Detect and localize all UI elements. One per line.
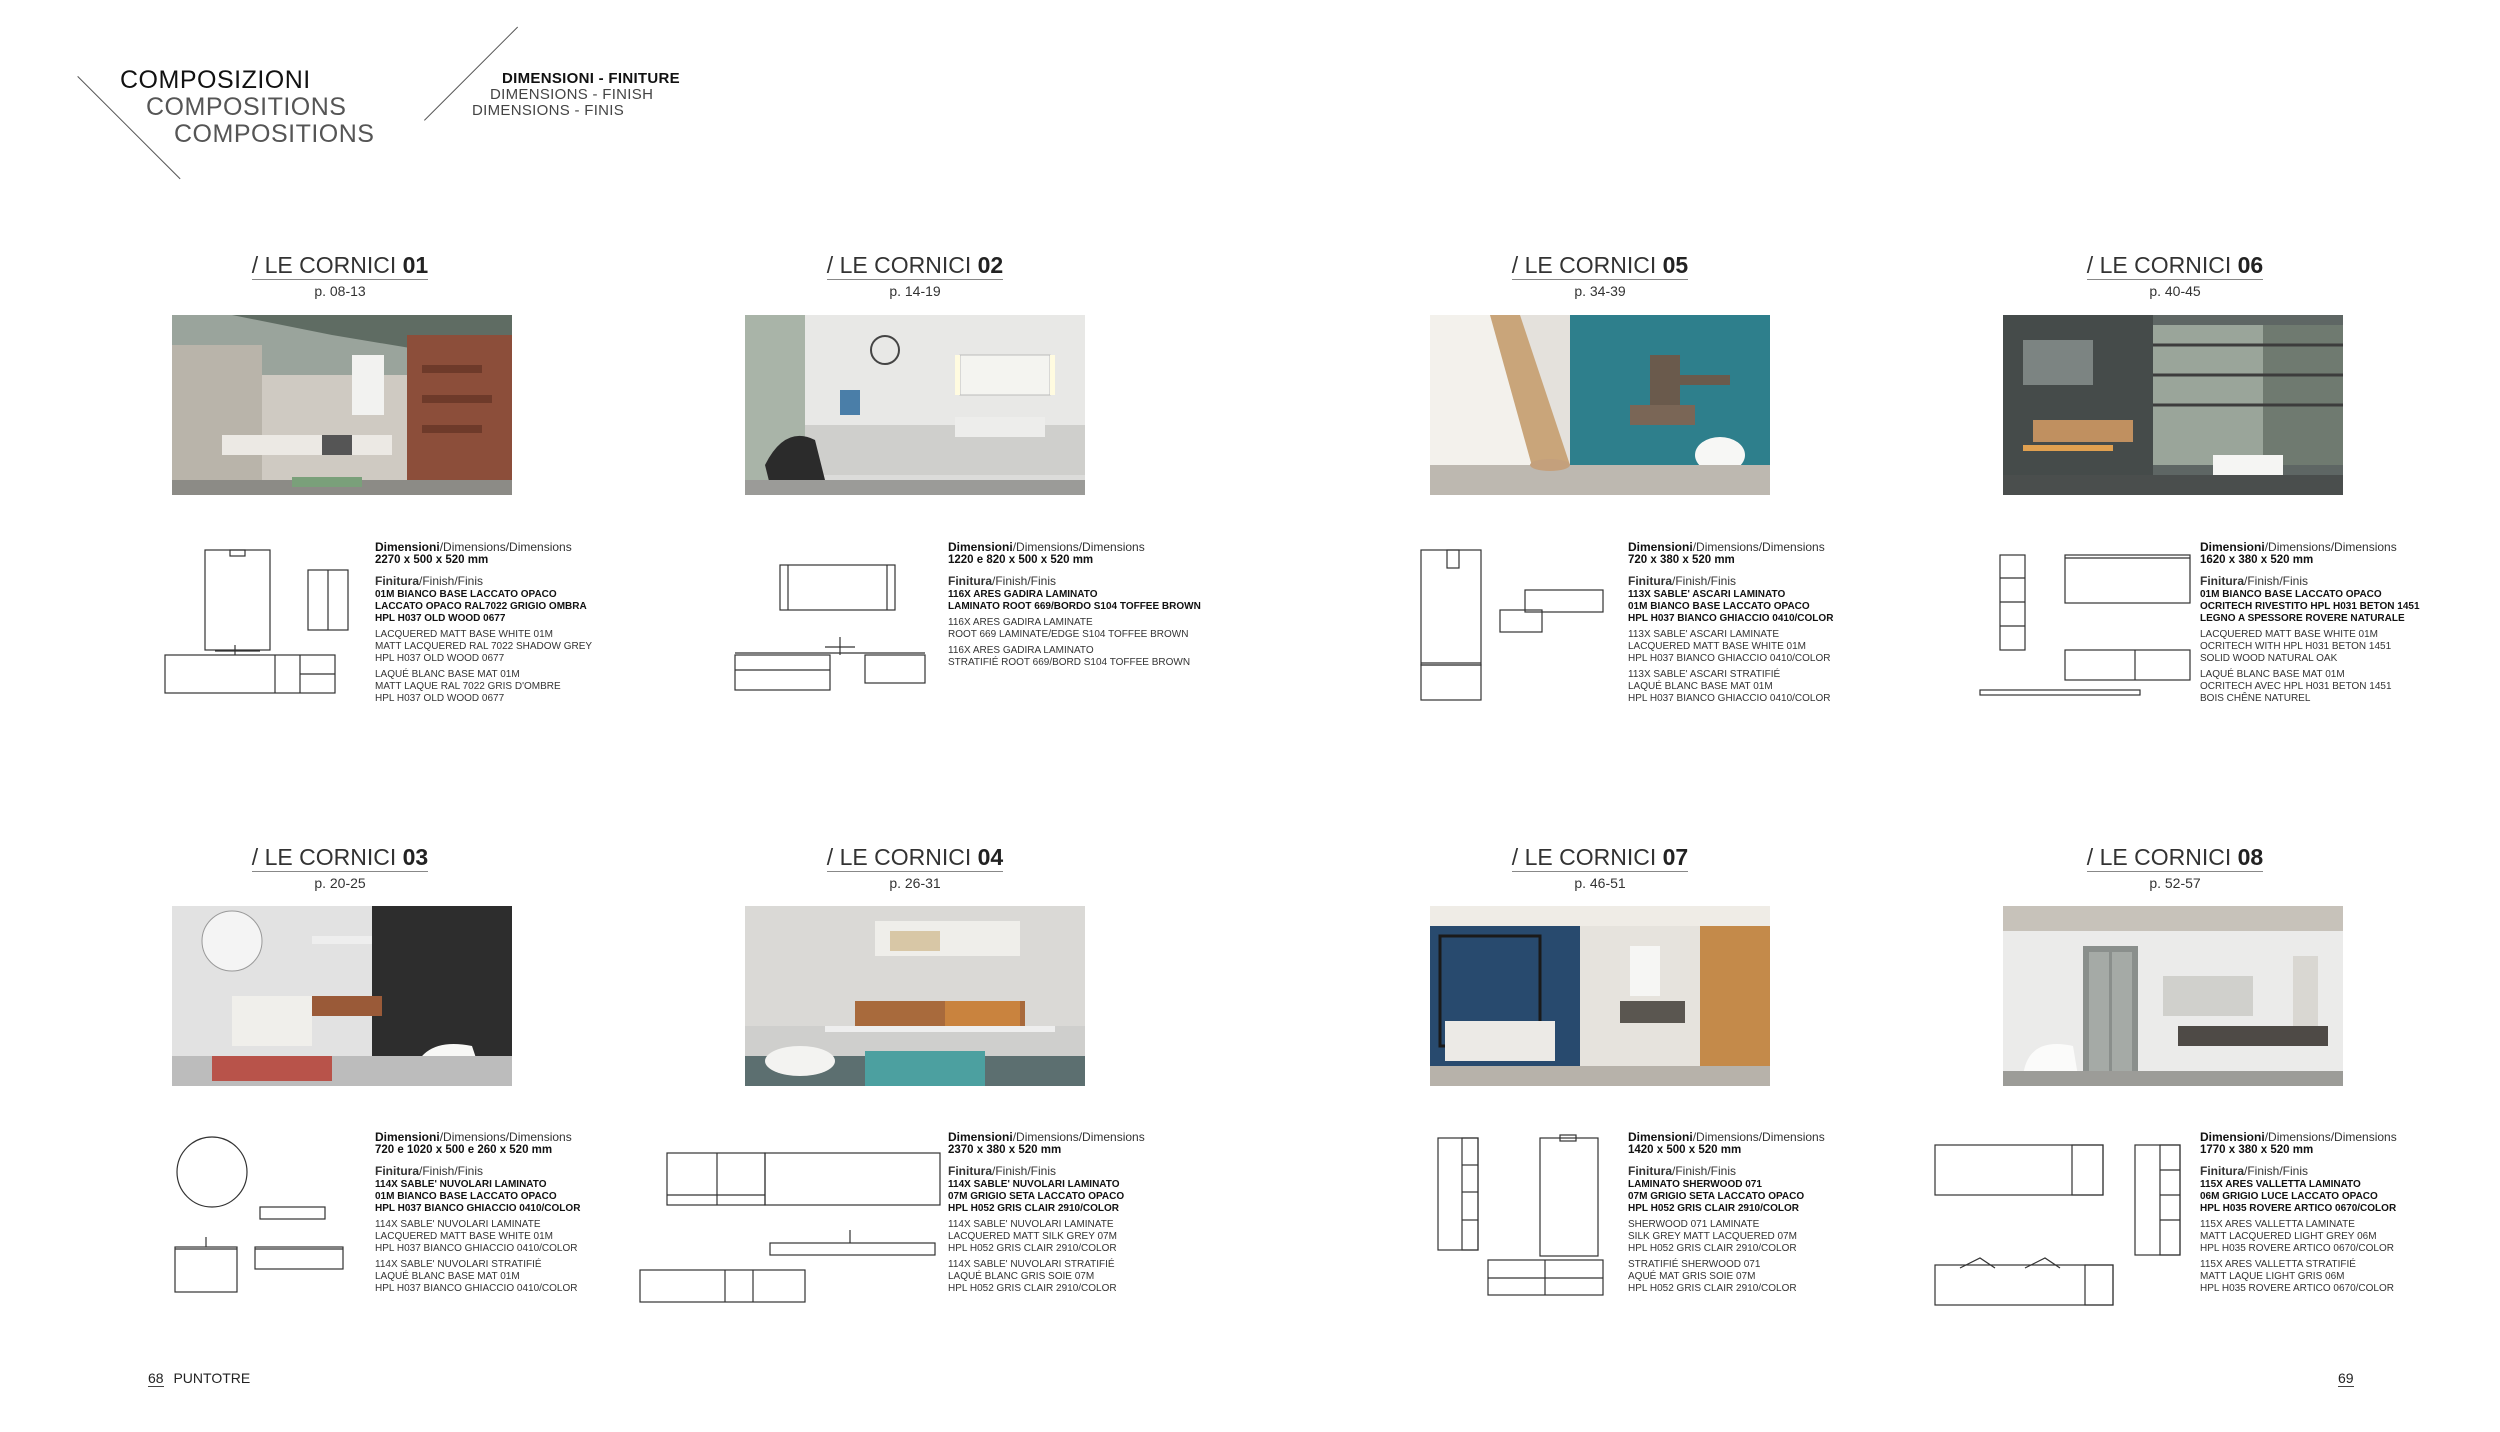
product-dimensions: 1770 x 380 x 520 mm <box>2200 1144 2314 1156</box>
product-pages: p. 20-25 <box>314 875 366 891</box>
title-it: COMPOSIZIONI <box>120 66 311 94</box>
product-drawing-05 <box>1415 545 1615 705</box>
product-pages: p. 26-31 <box>889 875 941 891</box>
brand-name: PUNTOTRE <box>173 1370 251 1386</box>
product-specs-05: Dimensioni/Dimensions/Dimensions 720 x 380 x 520 mm Finitura/Finish/Finis 113X SABLE' ASCARI LAMINATO 01M BIANCO BASE LACCATO OPACO HPL H037 BIANCO GHIACCIO 0410/COLOR 113X SABLE' ASCARI LAMINATE LACQUERED MATT BASE WHITE 01M HPL H037 BIANCO GHIACCIO 0410/COLOR 113X SABLE' ASCARI STRATIFIÉ LAQUÉ BLANC BASE MAT 01M HPL H037 BIANCO GHIACCIO 0410/COLOR <box>1628 541 1928 705</box>
title-fr: COMPOSITIONS <box>174 120 375 148</box>
product-pages: p. 34-39 <box>1574 283 1626 299</box>
finish-fr: 113X SABLE' ASCARI STRATIFIÉ LAQUÉ BLANC BASE MAT 01M HPL H037 BIANCO GHIACCIO 0410/COLOR <box>1628 669 1831 704</box>
product-specs-01: Dimensioni/Dimensions/Dimensions 2270 x 500 x 520 mm Finitura/Finish/Finis 01M BIANCO BASE LACCATO OPACO LACCATO OPACO RAL7022 GRIGIO OMBRA HPL H037 OLD WOOD 0677 LACQUERED MATT BASE WHITE 01M MATT LACQUERED RAL 7022 SHADOW GREY HPL H037 OLD WOOD 0677 LAQUÉ BLANC BASE MAT 01M MATT LAQUE RAL 7022 GRIS D'OMBRE HPL H037 OLD WOOD 0677 <box>375 541 675 705</box>
finish-fr: 114X SABLE' NUVOLARI STRATIFIÉ LAQUÉ BLANC BASE MAT 01M HPL H037 BIANCO GHIACCIO 0410/COLOR <box>375 1259 578 1294</box>
product-photo-06[interactable] <box>2003 315 2343 495</box>
product-title: / LE CORNICI 08 <box>2086 844 2264 870</box>
product-drawing-06 <box>1975 550 2195 710</box>
product-title: / LE CORNICI 02 <box>826 252 1004 278</box>
finish-en: 116X ARES GADIRA LAMINATE ROOT 669 LAMINATE/EDGE S104 TOFFEE BROWN <box>948 617 1189 640</box>
product-photo-08[interactable] <box>2003 906 2343 1086</box>
product-card-07 <box>1500 844 1700 891</box>
subtitle-it: DIMENSIONI - FINITURE <box>502 70 680 87</box>
product-dimensions: 2370 x 380 x 520 mm <box>948 1144 1062 1156</box>
product-card-05 <box>1500 252 1700 299</box>
product-drawing-07 <box>1430 1130 1610 1300</box>
finish-it: 01M BIANCO BASE LACCATO OPACO OCRITECH RIVESTITO HPL H031 BETON 1451 LEGNO A SPESSORE ROVERE NATURALE <box>2200 589 2420 624</box>
product-drawing-02 <box>730 555 930 705</box>
product-dimensions: 1220 e 820 x 500 x 520 mm <box>948 554 1094 566</box>
finish-en: 115X ARES VALLETTA LAMINATE MATT LACQUERED LIGHT GREY 06M HPL H035 ROVERE ARTICO 0670/COLOR <box>2200 1219 2394 1254</box>
product-drawing-03 <box>170 1135 360 1295</box>
finish-it: 01M BIANCO BASE LACCATO OPACO LACCATO OPACO RAL7022 GRIGIO OMBRA HPL H037 OLD WOOD 0677 <box>375 589 587 624</box>
product-dimensions: 720 e 1020 x 500 e 260 x 520 mm <box>375 1144 553 1156</box>
finish-it: 114X SABLE' NUVOLARI LAMINATO 07M GRIGIO SETA LACCATO OPACO HPL H052 GRIS CLAIR 2910/COLOR <box>948 1179 1125 1214</box>
product-card-04 <box>815 844 1015 891</box>
product-title: / LE CORNICI 04 <box>826 844 1004 870</box>
finish-fr: 115X ARES VALLETTA STRATIFIÉ MATT LAQUE LIGHT GRIS 06M HPL H035 ROVERE ARTICO 0670/COLOR <box>2200 1259 2394 1294</box>
product-pages: p. 52-57 <box>2149 875 2201 891</box>
finish-en: LACQUERED MATT BASE WHITE 01M OCRITECH WITH HPL H031 BETON 1451 SOLID WOOD NATURAL OAK <box>2200 629 2392 664</box>
product-title: / LE CORNICI 03 <box>251 844 429 870</box>
finish-fr: 116X ARES GADIRA LAMINATO STRATIFIÉ ROOT 669/BORD S104 TOFFEE BROWN <box>948 645 1191 668</box>
page-number-right: 69 <box>2338 1370 2354 1386</box>
product-dimensions: 1420 x 500 x 520 mm <box>1628 1144 1742 1156</box>
finish-it: 115X ARES VALLETTA LAMINATO 06M GRIGIO LUCE LACCATO OPACO HPL H035 ROVERE ARTICO 0670/COLOR <box>2200 1179 2397 1214</box>
subtitle-fr: DIMENSIONS - FINIS <box>472 102 625 119</box>
product-title: / LE CORNICI 05 <box>1511 252 1689 278</box>
product-drawing-01 <box>160 545 350 705</box>
product-specs-08: Dimensioni/Dimensions/Dimensions 1770 x 380 x 520 mm Finitura/Finish/Finis 115X ARES VALLETTA LAMINATO 06M GRIGIO LUCE LACCATO OPACO HPL H035 ROVERE ARTICO 0670/COLOR 115X ARES VALLETTA LAMINATE MATT LACQUERED LIGHT GREY 06M HPL H035 ROVERE ARTICO 0670/COLOR 115X ARES VALLETTA STRATIFIÉ MATT LAQUE LIGHT GRIS 06M HPL H035 ROVERE ARTICO 0670/COLOR <box>2200 1131 2500 1295</box>
product-photo-04[interactable] <box>745 906 1085 1086</box>
product-dimensions: 720 x 380 x 520 mm <box>1628 554 1735 566</box>
folio-right <box>2338 1370 2354 1386</box>
finish-fr: LAQUÉ BLANC BASE MAT 01M OCRITECH AVEC HPL H031 BETON 1451 BOIS CHÊNE NATUREL <box>2200 669 2392 704</box>
finish-it: 113X SABLE' ASCARI LAMINATO 01M BIANCO BASE LACCATO OPACO HPL H037 BIANCO GHIACCIO 0410/COLOR <box>1628 589 1834 624</box>
finish-it: LAMINATO SHERWOOD 071 07M GRIGIO SETA LACCATO OPACO HPL H052 GRIS CLAIR 2910/COLOR <box>1628 1179 1805 1214</box>
product-drawing-08 <box>1930 1140 2185 1310</box>
product-title: / LE CORNICI 06 <box>2086 252 2264 278</box>
product-specs-06: Dimensioni/Dimensions/Dimensions 1620 x 380 x 520 mm Finitura/Finish/Finis 01M BIANCO BASE LACCATO OPACO OCRITECH RIVESTITO HPL H031 BETON 1451 LEGNO A SPESSORE ROVERE NATURALE LACQUERED MATT BASE WHITE 01M OCRITECH WITH HPL H031 BETON 1451 SOLID WOOD NATURAL OAK LAQUÉ BLANC BASE MAT 01M OCRITECH AVEC HPL H031 BETON 1451 BOIS CHÊNE NATUREL <box>2200 541 2500 705</box>
finish-en: 114X SABLE' NUVOLARI LAMINATE LACQUERED MATT SILK GREY 07M HPL H052 GRIS CLAIR 2910/COLOR <box>948 1219 1117 1254</box>
product-specs-02: Dimensioni/Dimensions/Dimensions 1220 e 820 x 500 x 520 mm Finitura/Finish/Finis 116X ARES GADIRA LAMINATO LAMINATO ROOT 669/BORDO S104 TOFFEE BROWN 116X ARES GADIRA LAMINATE ROOT 669 LAMINATE/EDGE S104 TOFFEE BROWN 116X ARES GADIRA LAMINATO STRATIFIÉ ROOT 669/BORD S104 TOFFEE BROWN <box>948 541 1248 669</box>
finish-fr: 114X SABLE' NUVOLARI STRATIFIÉ LAQUÉ BLANC GRIS SOIE 07M HPL H052 GRIS CLAIR 2910/COLOR <box>948 1259 1117 1294</box>
product-photo-03[interactable] <box>172 906 512 1086</box>
subtitle-en: DIMENSIONS - FINISH <box>490 86 654 103</box>
product-specs-04: Dimensioni/Dimensions/Dimensions 2370 x 380 x 520 mm Finitura/Finish/Finis 114X SABLE' NUVOLARI LAMINATO 07M GRIGIO SETA LACCATO OPACO HPL H052 GRIS CLAIR 2910/COLOR 114X SABLE' NUVOLARI LAMINATE LACQUERED MATT SILK GREY 07M HPL H052 GRIS CLAIR 2910/COLOR 114X SABLE' NUVOLARI STRATIFIÉ LAQUÉ BLANC GRIS SOIE 07M HPL H052 GRIS CLAIR 2910/COLOR <box>948 1131 1248 1295</box>
product-dimensions: 2270 x 500 x 520 mm <box>375 554 489 566</box>
product-photo-01[interactable] <box>172 315 512 495</box>
product-specs-03: Dimensioni/Dimensions/Dimensions 720 e 1020 x 500 e 260 x 520 mm Finitura/Finish/Finis 114X SABLE' NUVOLARI LAMINATO 01M BIANCO BASE LACCATO OPACO HPL H037 BIANCO GHIACCIO 0410/COLOR 114X SABLE' NUVOLARI LAMINATE LACQUERED MATT BASE WHITE 01M HPL H037 BIANCO GHIACCIO 0410/COLOR 114X SABLE' NUVOLARI STRATIFIÉ LAQUÉ BLANC BASE MAT 01M HPL H037 BIANCO GHIACCIO 0410/COLOR <box>375 1131 675 1295</box>
product-pages: p. 40-45 <box>2149 283 2201 299</box>
product-pages: p. 08-13 <box>314 283 366 299</box>
finish-en: 113X SABLE' ASCARI LAMINATE LACQUERED MATT BASE WHITE 01M HPL H037 BIANCO GHIACCIO 0410/COLOR <box>1628 629 1831 664</box>
title-en: COMPOSITIONS <box>146 93 347 121</box>
product-specs-07: Dimensioni/Dimensions/Dimensions 1420 x 500 x 520 mm Finitura/Finish/Finis LAMINATO SHERWOOD 071 07M GRIGIO SETA LACCATO OPACO HPL H052 GRIS CLAIR 2910/COLOR SHERWOOD 071 LAMINATE SILK GREY MATT LACQUERED 07M HPL H052 GRIS CLAIR 2910/COLOR STRATIFIÉ SHERWOOD 071 AQUÉ MAT GRIS SOIE 07M HPL H052 GRIS CLAIR 2910/COLOR <box>1628 1131 1928 1295</box>
finish-en: LACQUERED MATT BASE WHITE 01M MATT LACQUERED RAL 7022 SHADOW GREY HPL H037 OLD WOOD 0677 <box>375 629 593 664</box>
finish-en: SHERWOOD 071 LAMINATE SILK GREY MATT LACQUERED 07M HPL H052 GRIS CLAIR 2910/COLOR <box>1628 1219 1797 1254</box>
product-pages: p. 14-19 <box>889 283 941 299</box>
product-photo-05[interactable] <box>1430 315 1770 495</box>
folio-left <box>148 1370 250 1386</box>
finish-fr: STRATIFIÉ SHERWOOD 071 AQUÉ MAT GRIS SOIE 07M HPL H052 GRIS CLAIR 2910/COLOR <box>1628 1259 1797 1294</box>
finish-it: 114X SABLE' NUVOLARI LAMINATO 01M BIANCO BASE LACCATO OPACO HPL H037 BIANCO GHIACCIO 0410/COLOR <box>375 1179 581 1214</box>
product-card-01 <box>240 252 440 299</box>
product-photo-07[interactable] <box>1430 906 1770 1086</box>
finish-en: 114X SABLE' NUVOLARI LAMINATE LACQUERED MATT BASE WHITE 01M HPL H037 BIANCO GHIACCIO 0410/COLOR <box>375 1219 578 1254</box>
product-drawing-04 <box>635 1145 945 1305</box>
product-card-03 <box>240 844 440 891</box>
product-photo-02[interactable] <box>745 315 1085 495</box>
product-card-08 <box>2075 844 2275 891</box>
page-number-left: 68 <box>148 1370 164 1386</box>
product-title: / LE CORNICI 01 <box>251 252 429 278</box>
finish-it: 116X ARES GADIRA LAMINATO LAMINATO ROOT 669/BORDO S104 TOFFEE BROWN <box>948 589 1201 612</box>
product-card-02 <box>815 252 1015 299</box>
product-dimensions: 1620 x 380 x 520 mm <box>2200 554 2314 566</box>
product-card-06 <box>2075 252 2275 299</box>
finish-fr: LAQUÉ BLANC BASE MAT 01M MATT LAQUE RAL 7022 GRIS D'OMBRE HPL H037 OLD WOOD 0677 <box>375 669 561 704</box>
product-pages: p. 46-51 <box>1574 875 1626 891</box>
product-title: / LE CORNICI 07 <box>1511 844 1689 870</box>
